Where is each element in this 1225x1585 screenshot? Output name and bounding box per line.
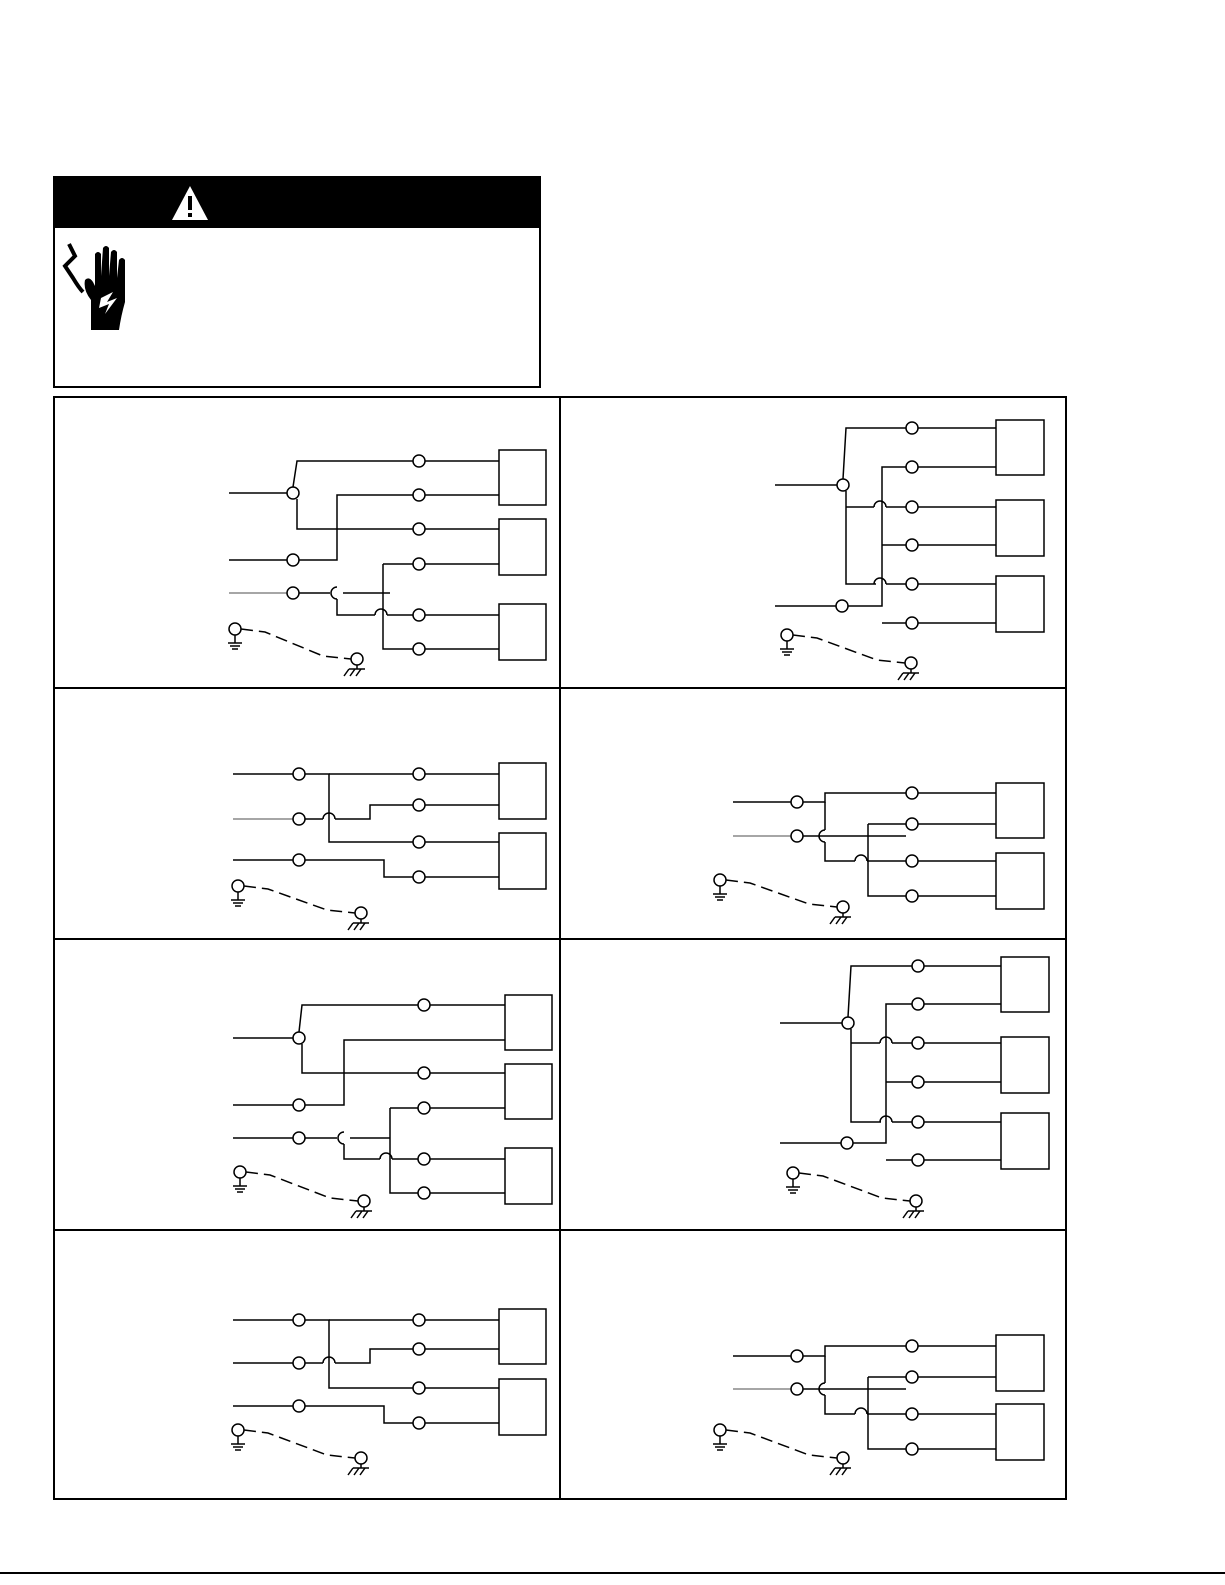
terminal [418, 999, 430, 1011]
terminal [906, 890, 918, 902]
terminal [293, 1400, 305, 1412]
wire-crossover [855, 855, 867, 861]
wire-crossover [874, 578, 886, 584]
ground-terminal [714, 874, 726, 886]
terminal [293, 1357, 305, 1369]
terminal [906, 818, 918, 830]
dashed-wire [848, 966, 912, 1017]
chassis-ground-icon [830, 901, 851, 924]
dashed-wire [299, 1005, 418, 1032]
bottom-rule [0, 1572, 1225, 1574]
wiring-diagram-grid [53, 396, 1067, 1500]
terminal [413, 558, 425, 570]
dashed-wire [390, 1108, 418, 1193]
chassis-ground-icon [898, 657, 919, 680]
chassis-hatch [903, 1211, 908, 1218]
terminal [906, 855, 918, 867]
chassis-hatch [348, 923, 353, 930]
terminal [413, 768, 425, 780]
element-box [996, 783, 1044, 838]
electrical-shock-hand-icon [61, 240, 135, 332]
chassis-hatch [344, 669, 349, 676]
terminal [418, 1102, 430, 1114]
chassis-terminal [358, 1195, 370, 1207]
chassis-hatch [360, 1468, 365, 1475]
chassis-hatch [836, 1468, 841, 1475]
terminal [912, 1154, 924, 1166]
ground-link [241, 629, 351, 659]
chassis-ground-icon [351, 1195, 372, 1218]
chassis-hatch [909, 1211, 914, 1218]
chassis-hatch [348, 1468, 353, 1475]
terminal [413, 643, 425, 655]
element-box [499, 833, 546, 889]
element-box [499, 1309, 546, 1364]
chassis-terminal [355, 907, 367, 919]
terminal [418, 1187, 430, 1199]
ground-terminal [781, 629, 793, 641]
dashed-wire [868, 824, 906, 896]
ground-link [726, 880, 837, 907]
wire-crossover [331, 587, 337, 599]
terminal [413, 871, 425, 883]
terminal [906, 461, 918, 473]
diagram-panel-1 [228, 450, 546, 676]
wire-crossover [375, 609, 387, 615]
chassis-hatch [354, 1468, 359, 1475]
terminal [293, 1132, 305, 1144]
terminal [791, 1350, 803, 1362]
chassis-hatch [360, 923, 365, 930]
terminal [906, 1340, 918, 1352]
element-box [499, 519, 546, 575]
dashed-wire [305, 1406, 413, 1423]
dashed-wire [293, 461, 413, 487]
terminal [413, 609, 425, 621]
terminal [293, 1314, 305, 1326]
chassis-terminal [905, 657, 917, 669]
terminal [912, 998, 924, 1010]
wire-crossover [338, 1132, 344, 1144]
terminal [906, 501, 918, 513]
ground-symbol-icon [231, 1424, 245, 1450]
diagram-panel-6 [780, 957, 1049, 1218]
dashed-wire [344, 1144, 380, 1159]
ground-link [799, 1173, 910, 1201]
diagram-panel-2 [775, 420, 1044, 680]
terminal [906, 578, 918, 590]
dashed-wire [843, 428, 906, 479]
terminal [287, 587, 299, 599]
warning-header-bar [55, 178, 539, 228]
element-box [505, 1148, 552, 1204]
terminal [906, 787, 918, 799]
dashed-wire [337, 599, 375, 615]
chassis-hatch [904, 673, 909, 680]
element-box [996, 576, 1044, 632]
terminal [906, 422, 918, 434]
chassis-ground-icon [344, 653, 365, 676]
terminal [791, 830, 803, 842]
terminal [906, 1443, 918, 1455]
element-box [1001, 1113, 1049, 1169]
dashed-wire [305, 774, 413, 842]
terminal [287, 554, 299, 566]
chassis-hatch [357, 1211, 362, 1218]
terminal [293, 768, 305, 780]
ground-symbol-icon [713, 1424, 727, 1450]
terminal [906, 1371, 918, 1383]
chassis-hatch [842, 1468, 847, 1475]
terminal [413, 523, 425, 535]
wire-crossover [855, 1408, 867, 1414]
diagram-panel-5 [233, 995, 552, 1218]
chassis-hatch [836, 917, 841, 924]
ground-symbol-icon [713, 874, 727, 900]
dashed-wire [335, 1349, 413, 1363]
chassis-hatch [351, 1211, 356, 1218]
ground-symbol-icon [780, 629, 794, 655]
element-box [1001, 1037, 1049, 1093]
ground-terminal [232, 880, 244, 892]
terminal [413, 1343, 425, 1355]
ground-link [244, 1430, 355, 1458]
dashed-wire [305, 860, 413, 877]
terminal [836, 600, 848, 612]
terminal [906, 539, 918, 551]
dashed-wire [848, 467, 906, 606]
chassis-hatch [354, 923, 359, 930]
dashed-wire [846, 491, 876, 584]
warning-triangle-icon [171, 184, 209, 222]
ground-symbol-icon [228, 623, 242, 649]
terminal [418, 1067, 430, 1079]
terminal [912, 960, 924, 972]
diagram-panel-4 [713, 783, 1044, 924]
chassis-hatch [915, 1211, 920, 1218]
terminal [912, 1076, 924, 1088]
dashed-wire [305, 1320, 413, 1388]
terminal [837, 479, 849, 491]
terminal [841, 1137, 853, 1149]
diagram-panel-8 [713, 1335, 1044, 1475]
terminal [791, 796, 803, 808]
terminal [293, 813, 305, 825]
warning-box [53, 176, 541, 388]
chassis-terminal [355, 1452, 367, 1464]
terminal [906, 617, 918, 629]
dashed-wire [335, 805, 413, 819]
ground-symbol-icon [233, 1166, 247, 1192]
dashed-wire [803, 1346, 906, 1356]
ground-link [793, 635, 905, 663]
dashed-wire [868, 1377, 906, 1449]
dashed-wire [299, 495, 413, 560]
ground-terminal [787, 1167, 799, 1179]
chassis-ground-icon [348, 907, 369, 930]
element-box [996, 853, 1044, 909]
terminal [293, 854, 305, 866]
element-box [499, 1379, 546, 1435]
chassis-hatch [842, 917, 847, 924]
chassis-hatch [830, 1468, 835, 1475]
wiring-diagrams-svg [53, 396, 1067, 1500]
terminal [842, 1017, 854, 1029]
chassis-terminal [837, 1452, 849, 1464]
element-box [996, 420, 1044, 475]
element-box [996, 1335, 1044, 1391]
terminal [287, 487, 299, 499]
chassis-terminal [837, 901, 849, 913]
chassis-hatch [830, 917, 835, 924]
terminal [413, 799, 425, 811]
chassis-ground-icon [903, 1195, 924, 1218]
chassis-hatch [910, 673, 915, 680]
terminal [413, 836, 425, 848]
terminal [912, 1037, 924, 1049]
ground-link [726, 1430, 837, 1458]
ground-symbol-icon [786, 1167, 800, 1193]
dashed-wire [825, 1395, 855, 1414]
chassis-hatch [356, 669, 361, 676]
diagram-panel-7 [231, 1309, 546, 1475]
ground-terminal [229, 623, 241, 635]
chassis-hatch [363, 1211, 368, 1218]
terminal [413, 489, 425, 501]
terminal [413, 1417, 425, 1429]
chassis-hatch [350, 669, 355, 676]
terminal [293, 1032, 305, 1044]
element-box [499, 763, 546, 819]
terminal [906, 1408, 918, 1420]
terminal [912, 1116, 924, 1128]
chassis-terminal [910, 1195, 922, 1207]
chassis-ground-icon [830, 1452, 851, 1475]
chassis-hatch [898, 673, 903, 680]
dashed-wire [803, 793, 906, 802]
ground-terminal [714, 1424, 726, 1436]
element-box [505, 995, 552, 1050]
element-box [499, 604, 546, 660]
chassis-terminal [351, 653, 363, 665]
terminal [791, 1383, 803, 1395]
element-box [505, 1064, 552, 1119]
element-box [1001, 957, 1049, 1012]
ground-terminal [232, 1424, 244, 1436]
wire-crossover [874, 501, 886, 507]
dashed-wire [383, 564, 413, 649]
terminal [413, 455, 425, 467]
ground-link [244, 886, 355, 913]
terminal [418, 1153, 430, 1165]
element-box [996, 1404, 1044, 1460]
diagram-panel-3 [231, 763, 546, 930]
terminal [293, 1099, 305, 1111]
ground-link [246, 1172, 358, 1201]
terminal [413, 1314, 425, 1326]
ground-symbol-icon [231, 880, 245, 906]
chassis-ground-icon [348, 1452, 369, 1475]
dashed-wire [825, 842, 855, 861]
element-box [499, 450, 546, 505]
dashed-wire [297, 499, 413, 529]
dashed-wire [302, 1044, 418, 1073]
terminal [413, 1382, 425, 1394]
element-box [996, 500, 1044, 556]
ground-terminal [234, 1166, 246, 1178]
